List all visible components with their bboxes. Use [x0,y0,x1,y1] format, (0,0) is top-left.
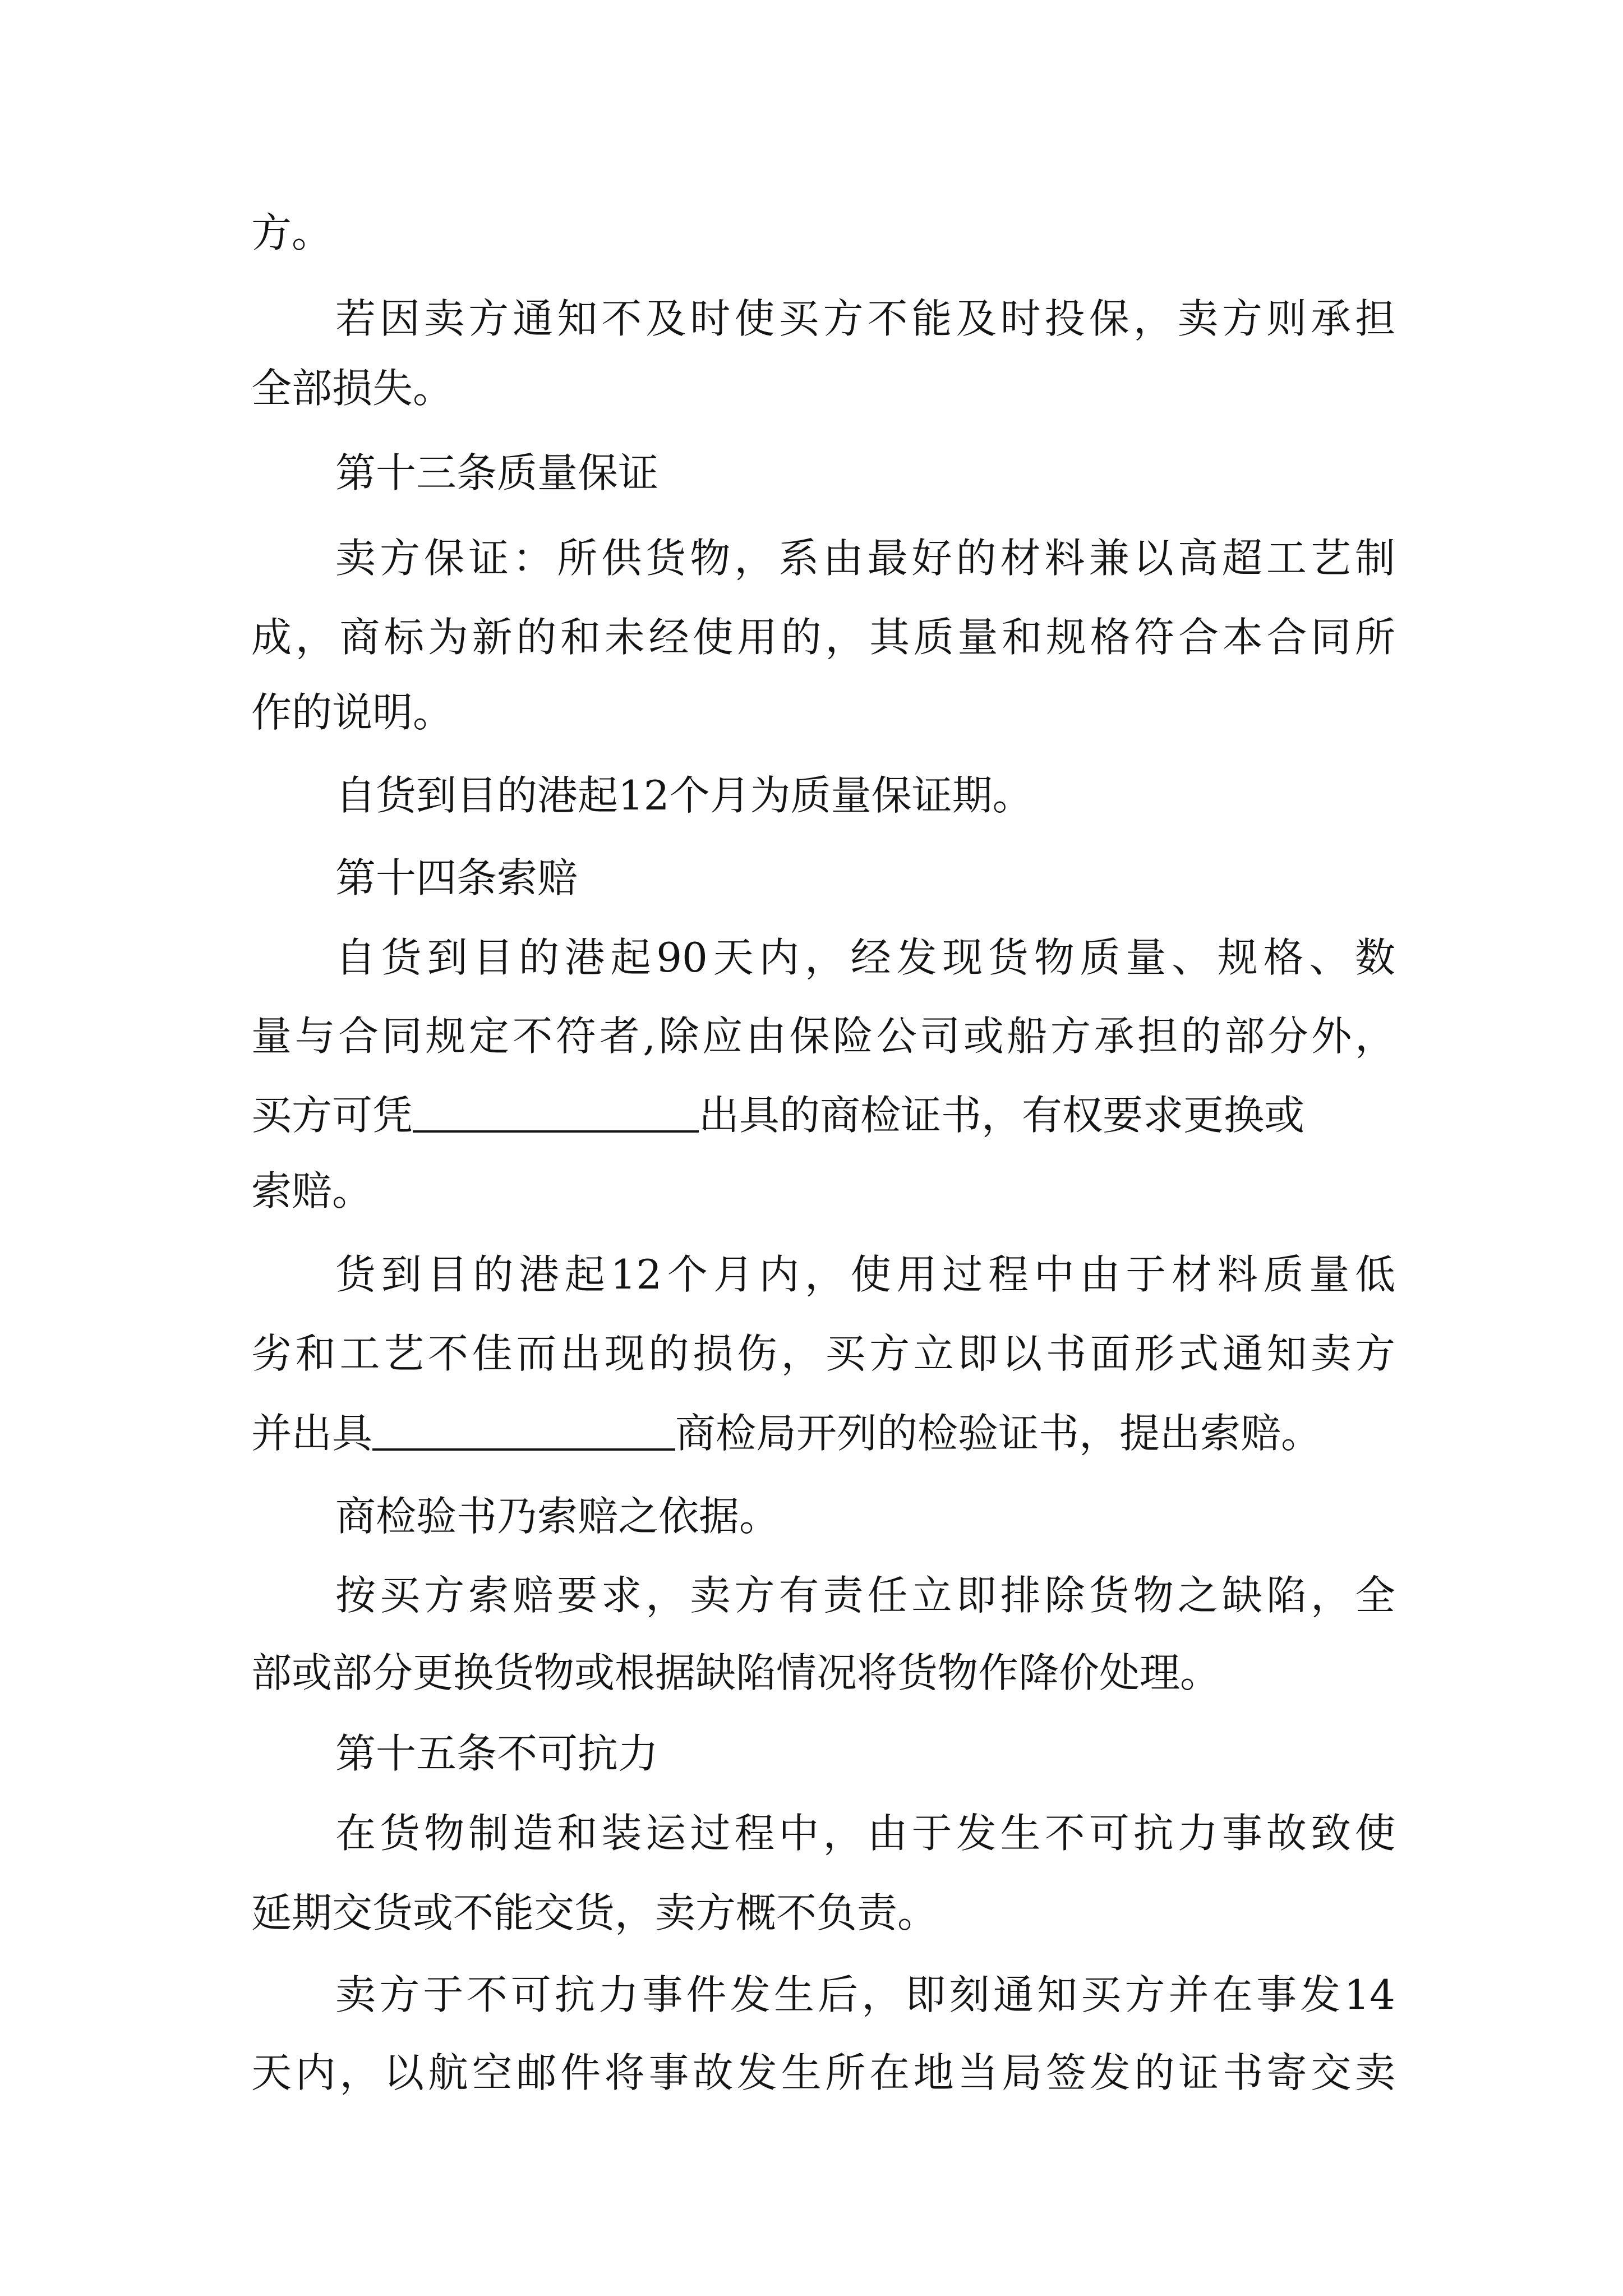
text-line: 商检验书乃索赔之依据。 [335,1493,780,1540]
text-line: 延期交货或不能交货，卖方概不负责。 [251,1889,938,1936]
text-line: 卖方于不可抗力事件发生后，即刻通知买方并在事发14 [335,1971,1395,2018]
text-line: 天内，以航空邮件将事故发生所在地当局签发的证书寄交卖 [251,2049,1395,2096]
text-line: 量与合同规定不符者,除应由保险公司或船方承担的部分外， [251,1013,1395,1060]
fill-in-blank [372,1401,675,1451]
line-text-before: 买方可凭 [251,1092,413,1139]
text-line: 卖方保证：所供货物，系由最好的材料兼以高超工艺制 [335,535,1395,582]
text-line: 按买方索赔要求，卖方有责任立即排除货物之缺陷，全 [335,1572,1395,1619]
text-line: 货到目的港起12个月内，使用过程中由于材料质量低 [335,1251,1395,1298]
text-line: 若因卖方通知不及时使买方不能及时投保，卖方则承担 [335,295,1395,342]
line-text-before: 并出具 [251,1410,373,1457]
text-line: 自货到目的港起12个月为质量保证期。 [335,772,1033,819]
section-heading: 第十四条索赔 [335,854,578,901]
text-line: 作的说明。 [251,689,454,736]
line-text-after: 出具的商检证书，有权要求更换或 [699,1092,1305,1139]
text-line: 成，商标为新的和未经使用的，其质量和规格符合本合同所 [251,614,1395,661]
text-line: 方。 [251,209,333,256]
line-text-after: 商检局开列的检验证书，提出索赔。 [675,1410,1322,1457]
text-line: 索赔。 [251,1167,373,1214]
text-line: 部或部分更换货物或根据缺陷情况将货物作降价处理。 [251,1649,1221,1696]
text-line: 自货到目的港起90天内，经发现货物质量、规格、数 [335,934,1395,981]
section-heading: 第十三条质量保证 [335,449,659,496]
text-line-with-blank [251,1400,1395,1467]
text-line: 全部损失。 [251,365,454,412]
fill-in-blank [413,1083,699,1133]
section-heading: 第十五条不可抗力 [335,1730,659,1777]
text-line-with-blank [251,1082,1395,1149]
text-line: 在货物制造和装运过程中，由于发生不可抗力事故致使 [335,1810,1395,1857]
text-line: 劣和工艺不佳而出现的损伤，买方立即以书面形式通知卖方 [251,1330,1395,1377]
